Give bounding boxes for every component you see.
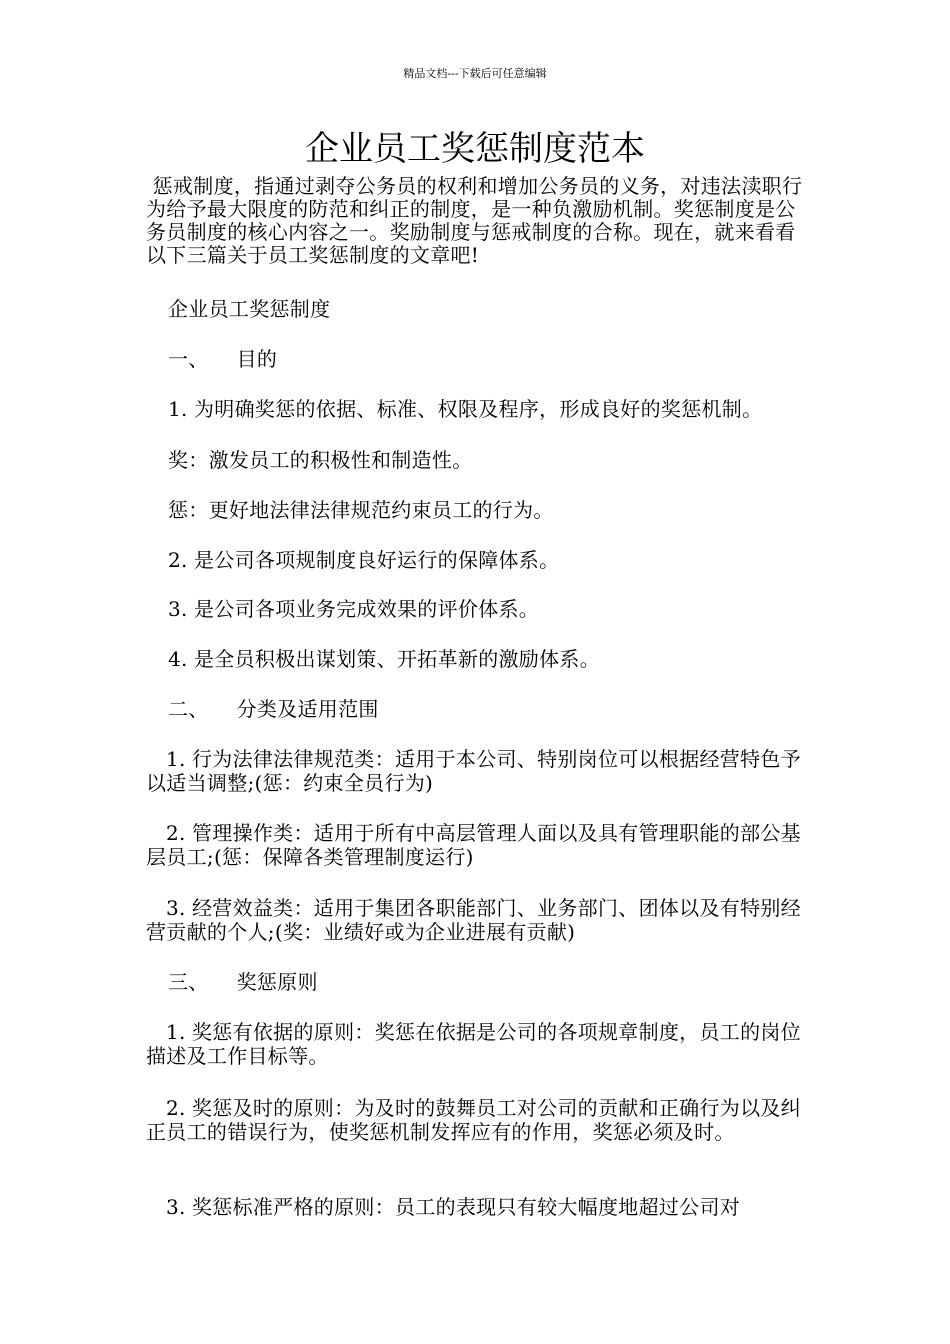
item-3-3 — [146, 1196, 806, 1220]
item-1-4 — [146, 648, 828, 672]
section-1-number: 一、 — [168, 347, 209, 371]
page-header: 精品文档---下载后可任意编辑 — [403, 67, 547, 80]
item-3-3-text: 奖惩标准严格的原则：员工的表现只有较大幅度地超过公司对 — [191, 1195, 741, 1219]
section-3-title: 奖惩原则 — [236, 970, 318, 994]
punish-line: 惩：更好地法律法律规范约束员工的行为。 — [168, 498, 554, 522]
item-2-3-number: 3. — [165, 896, 186, 920]
section-1-heading — [146, 348, 828, 372]
item-1-3 — [146, 598, 828, 622]
item-1-3-text: 是公司各项业务完成效果的评价体系。 — [194, 597, 540, 621]
item-1-4-number: 4. — [168, 647, 188, 671]
item-3-2-number: 2. — [165, 1096, 186, 1120]
item-3-1 — [146, 1021, 806, 1068]
reward-line: 奖：激发员工的积极性和制造性。 — [168, 448, 473, 472]
intro-paragraph — [146, 175, 806, 267]
item-2-1-text: 行为法律法律规范类：适用于本公司、特别岗位可以根据经营特色予以适当调整;(惩：约束全员行为) — [146, 747, 801, 795]
section-1-title: 目的 — [236, 347, 278, 371]
item-2-2-number: 2. — [165, 821, 186, 845]
document-title: 企业员工奖惩制度范本 — [305, 129, 645, 169]
item-2-1 — [146, 748, 806, 795]
item-3-1-text: 奖惩有依据的原则：奖惩在依据是公司的各项规章制度，员工的岗位描述及工作目标等。 — [146, 1020, 801, 1068]
item-1-2-text: 是公司各项规制度良好运行的保障体系。 — [194, 548, 560, 572]
item-3-1-number: 1. — [165, 1020, 186, 1044]
section-2-number: 二、 — [168, 697, 209, 721]
item-1-1-number: 1. — [168, 397, 188, 421]
item-3-3-number: 3. — [165, 1195, 186, 1219]
item-2-2 — [146, 822, 806, 869]
item-3-2 — [146, 1097, 806, 1144]
item-2-1-number: 1. — [165, 747, 186, 771]
item-1-2-number: 2. — [168, 548, 188, 572]
item-1-1-text: 为明确奖惩的依据、标准、权限及程序，形成良好的奖惩机制。 — [194, 397, 763, 421]
section-3-number: 三、 — [168, 970, 209, 994]
subtitle: 企业员工奖惩制度 — [168, 297, 331, 321]
item-1-2 — [146, 549, 828, 573]
item-3-2-text: 奖惩及时的原则：为及时的鼓舞员工对公司的贡献和正确行为以及纠正员工的错误行为，使奖惩机制发挥应有的作用，奖惩必须及时。 — [146, 1096, 801, 1144]
section-2-heading — [146, 698, 828, 722]
item-2-3-text: 经营效益类：适用于集团各职能部门、业务部门、团体以及有特别经营贡献的个人;(奖：业绩好或为企业进展有贡献) — [146, 896, 801, 944]
section-2-title: 分类及适用范围 — [236, 697, 379, 721]
intro-text: 惩戒制度，指通过剥夺公务员的权利和增加公务员的义务，对违法渎职行为给予最大限度的防范和纠正的制度，是一种负激励机制。奖惩制度是公务员制度的核心内容之一。奖励制度与惩戒制度的合称。现在，就来看看以下三篇关于员工奖惩制度的文章吧! — [146, 174, 803, 267]
item-1-4-text: 是全员积极出谋划策、开拓革新的激励体系。 — [194, 647, 600, 671]
item-2-2-text: 管理操作类：适用于所有中高层管理人面以及具有管理职能的部公基层员工;(惩：保障各类管理制度运行) — [146, 821, 801, 869]
item-2-3 — [146, 897, 806, 944]
item-1-1 — [146, 398, 848, 422]
section-3-heading — [146, 971, 828, 995]
item-1-3-number: 3. — [168, 597, 188, 621]
